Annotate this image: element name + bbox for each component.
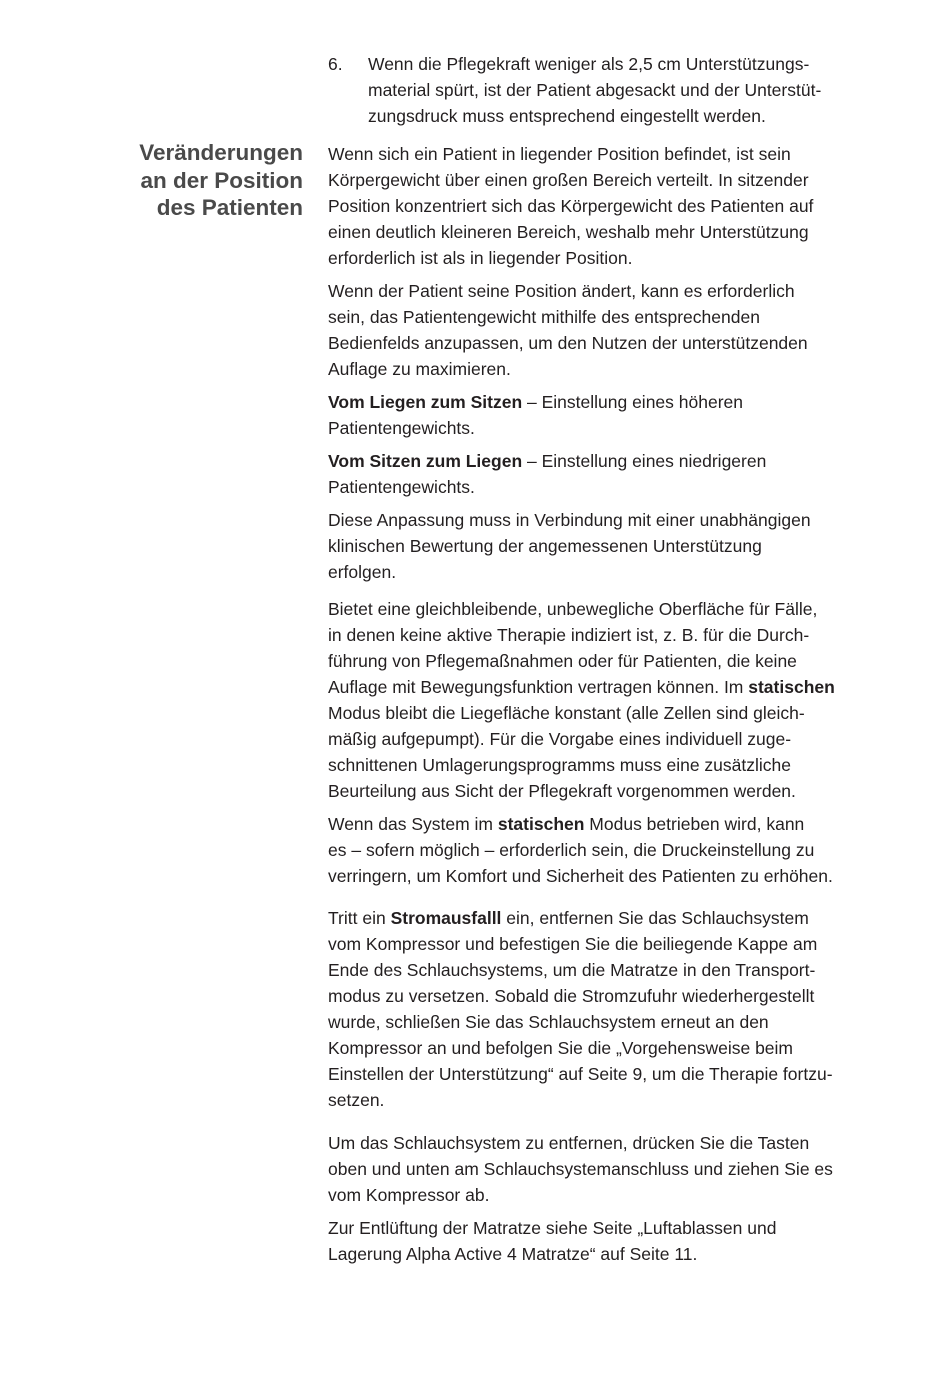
numbered-item: [328, 51, 873, 129]
bold-term: Stromausfalll: [390, 908, 502, 928]
paragraph-power-failure: Tritt ein Stromausfalll ein, entfernen Sie das Schlauchsystem vom Kompressor und befestigen Sie die beiliegende Kappe am Ende des Schlauchsystems, um die Matratze in den Transport- modus zu versetzen. Sobald die Stromzufuhr wiederhergestellt wurde, schließen Sie das Schlauchsystem erneut an den Kompressor an und befolgen Sie die „Vorgehensweise beim Einstellen der Unterstützung“ auf Seite 9, um die Therapie fortzu- setzen.: [328, 908, 833, 1110]
bold-term: statischen: [497, 814, 585, 834]
paragraph-lying-position: Wenn sich ein Patient in liegender Position befindet, ist sein Körpergewicht über einen großen Bereich verteilt. In sitzender Position konzentriert sich das Körpergewicht des Patienten auf einen deutlich kleineren Bereich, weshalb mehr Unterstützung erforderlich ist als in liegender Position.: [328, 144, 814, 268]
paragraph-position-change: Wenn der Patient seine Position ändert, kann es erforderlich sein, das Patientengewicht mithilfe des entsprechenden Bedienfelds anzupassen, um den Nutzen der unterstützenden Auflage zu maximieren.: [328, 281, 808, 379]
list-item-6: [328, 51, 873, 129]
bold-term: Vom Liegen zum Sitzen: [328, 392, 523, 412]
paragraph-lying-to-sitting: Vom Liegen zum Sitzen – Einstellung eines höheren Patientengewichts.: [328, 392, 743, 438]
paragraph-clinical-assessment: Diese Anpassung muss in Verbindung mit einer unabhängigen klinischen Bewertung der angemessenen Unterstützung erfolgen.: [328, 510, 811, 582]
item-text: Wenn die Pflegekraft weniger als 2,5 cm Unterstützungs- material spürt, ist der Patient abgesackt und der Unterstüt- zungsdruck muss entsprechend eingestellt werden.: [368, 54, 822, 126]
item-number: 6.: [328, 54, 343, 74]
bold-term: Vom Sitzen zum Liegen: [328, 451, 523, 471]
paragraph-static-mode: Bietet eine gleichbleibende, unbewegliche Oberfläche für Fälle, in denen keine aktive Therapie indiziert ist, z. B. für die Durch- führung von Pflegemaßnahmen oder für Patienten, die keine Auflage mit Bewegungsfunktion vertragen können. Im statischen Modus bleibt die Liegefläche konstant (alle Zellen sind gleich- mäßig aufgepumpt). Für die Vorgabe eines individuell zuge- schnittenen Umlagerungsprogramms muss eine zusätzliche Beurteilung aus Sicht der Pflegekraft vorgenommen werden.: [328, 599, 835, 801]
bold-term: statischen: [748, 677, 835, 697]
section-heading: Veränderungen an der Position des Patienten: [139, 140, 303, 220]
paragraph-static-mode-pressure: Wenn das System im statischen Modus betrieben wird, kann es – sofern möglich – erforderlich sein, die Druckeinstellung zu verringern, um Komfort und Sicherheit des Patienten zu erhöhen.: [328, 814, 833, 886]
paragraph-remove-hose: Um das Schlauchsystem zu entfernen, drücken Sie die Tasten oben und unten am Schlauchsystemanschluss und ziehen Sie es vom Kompressor ab.: [328, 1133, 833, 1205]
paragraph-deflate-mattress: Zur Entlüftung der Matratze siehe Seite „Luftablassen und Lagerung Alpha Active 4 Matratze“ auf Seite 11.: [328, 1218, 777, 1264]
paragraph-sitting-to-lying: Vom Sitzen zum Liegen – Einstellung eines niedrigeren Patientengewichts.: [328, 451, 767, 497]
